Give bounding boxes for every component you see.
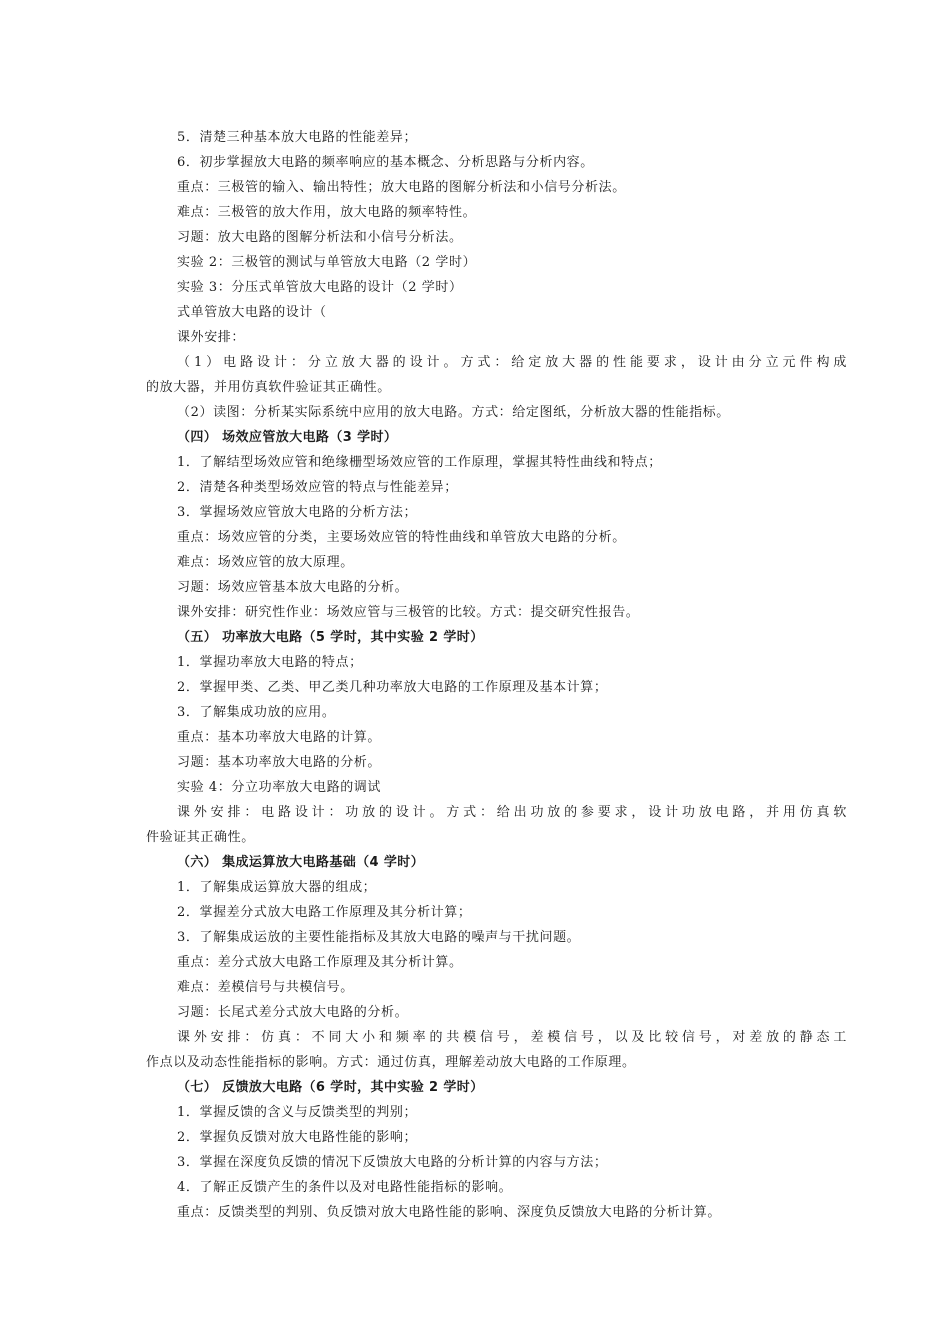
section-heading: （四） 场效应管放大电路（3 学时） <box>177 430 398 445</box>
section-heading: （七） 反馈放大电路（6 学时，其中实验 2 学时） <box>177 1080 484 1095</box>
text-line: 式单管放大电路的设计（ <box>177 305 327 320</box>
text-line: 2．掌握甲类、乙类、甲乙类几种功率放大电路的工作原理及基本计算； <box>177 680 608 695</box>
text-line: 3．掌握场效应管放大电路的分析方法； <box>177 505 418 520</box>
section-heading: （五） 功率放大电路（5 学时，其中实验 2 学时） <box>177 630 484 645</box>
text-line: 重点：三极管的输入、输出特性；放大电路的图解分析法和小信号分析法。 <box>177 180 626 195</box>
text-line: 1．了解结型场效应管和绝缘栅型场效应管的工作原理，掌握其特性曲线和特点； <box>177 455 662 470</box>
text-line: 实验 2：三极管的测试与单管放大电路（2 学时） <box>177 255 477 270</box>
text-line: 件验证其正确性。 <box>146 830 255 845</box>
text-line: 1．掌握反馈的含义与反馈类型的判别； <box>177 1105 418 1120</box>
text-line: 实验 4：分立功率放大电路的调试 <box>177 780 382 795</box>
text-line: 1．了解集成运算放大器的组成； <box>177 880 377 895</box>
text-line: 课外安排： <box>177 330 246 345</box>
text-line: 难点：差模信号与共模信号。 <box>177 980 354 995</box>
text-line: 5．清楚三种基本放大电路的性能差异； <box>177 130 418 145</box>
text-line: 1．掌握功率放大电路的特点； <box>177 655 363 670</box>
text-line: 2．掌握差分式放大电路工作原理及其分析计算； <box>177 905 472 920</box>
text-line: 课外安排：仿真：不同大小和频率的共模信号，差模信号，以及比较信号，对差放的静态工 <box>177 1030 847 1045</box>
text-line: 6．初步掌握放大电路的频率响应的基本概念、分析思路与分析内容。 <box>177 155 594 170</box>
section-heading: （六） 集成运算放大电路基础（4 学时） <box>177 855 425 870</box>
text-line: 2．掌握负反馈对放大电路性能的影响； <box>177 1130 418 1145</box>
text-line: 重点：反馈类型的判别、负反馈对放大电路性能的影响、深度负反馈放大电路的分析计算。 <box>177 1205 722 1220</box>
text-line: 课外安排：研究性作业：场效应管与三极管的比较。方式：提交研究性报告。 <box>177 605 640 620</box>
text-line: 实验 3：分压式单管放大电路的设计（2 学时） <box>177 280 463 295</box>
text-line: 重点：差分式放大电路工作原理及其分析计算。 <box>177 955 463 970</box>
text-line: 作点以及动态性能指标的影响。方式：通过仿真，理解差动放大电路的工作原理。 <box>146 1055 636 1070</box>
text-line: 重点：基本功率放大电路的计算。 <box>177 730 382 745</box>
text-line: 难点：三极管的放大作用，放大电路的频率特性。 <box>177 205 477 220</box>
text-line: 3．了解集成运放的主要性能指标及其放大电路的噪声与干扰问题。 <box>177 930 581 945</box>
text-line: 4．了解正反馈产生的条件以及对电路性能指标的影响。 <box>177 1180 513 1195</box>
text-line: 重点：场效应管的分类，主要场效应管的特性曲线和单管放大电路的分析。 <box>177 530 626 545</box>
text-line: 课外安排：电路设计：功放的设计。方式：给出功放的参要求，设计功放电路，并用仿真软 <box>177 805 847 820</box>
text-line: 3．了解集成功放的应用。 <box>177 705 336 720</box>
text-line: 的放大器，并用仿真软件验证其正确性。 <box>146 380 391 395</box>
text-line: 习题：场效应管基本放大电路的分析。 <box>177 580 409 595</box>
text-line: 2．清楚各种类型场效应管的特点与性能差异； <box>177 480 458 495</box>
text-line: 3．掌握在深度负反馈的情况下反馈放大电路的分析计算的内容与方法； <box>177 1155 608 1170</box>
text-line: 习题：基本功率放大电路的分析。 <box>177 755 382 770</box>
text-line: （2）读图：分析某实际系统中应用的放大电路。方式：给定图纸，分析放大器的性能指标。 <box>177 405 730 420</box>
text-line: 习题：放大电路的图解分析法和小信号分析法。 <box>177 230 463 245</box>
text-line: （1）电路设计：分立放大器的设计。方式：给定放大器的性能要求，设计由分立元件构成 <box>177 355 847 370</box>
text-line: 习题：长尾式差分式放大电路的分析。 <box>177 1005 409 1020</box>
text-line: 难点：场效应管的放大原理。 <box>177 555 354 570</box>
